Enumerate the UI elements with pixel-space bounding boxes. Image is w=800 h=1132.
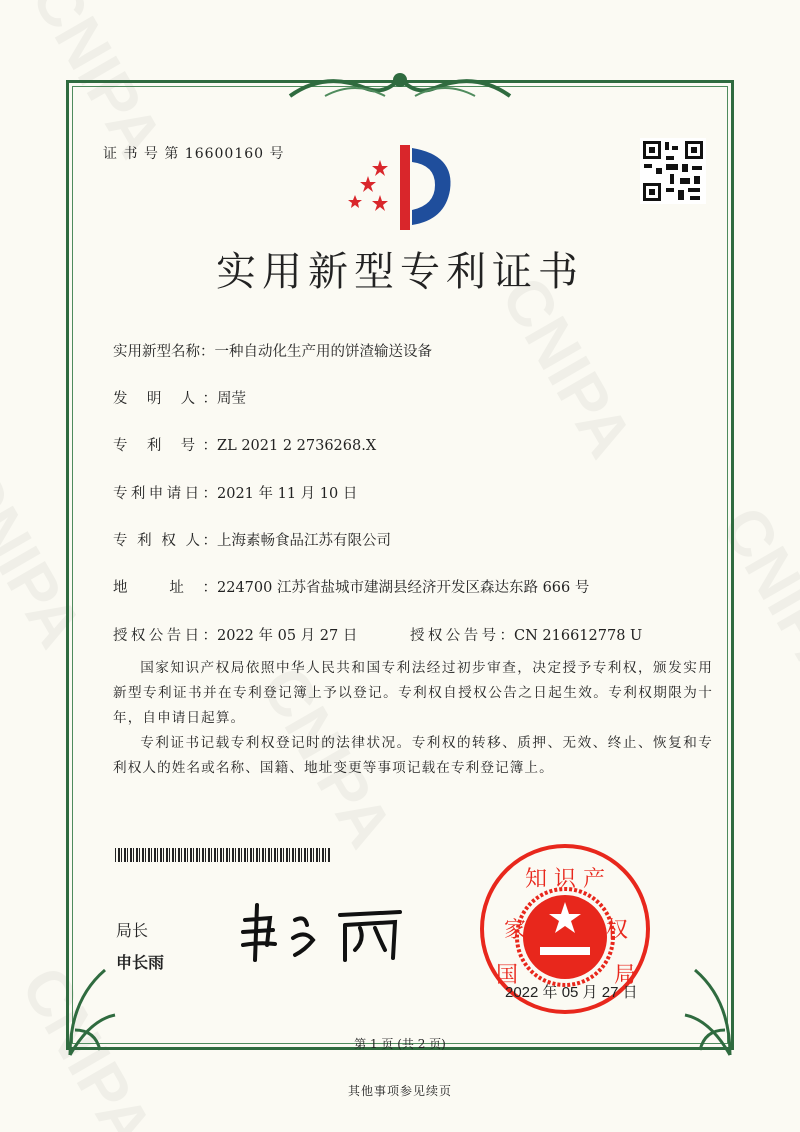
field-label: 专 利 号： [113,438,217,454]
field-value: 一种自动化生产用的饼渣输送设备 [214,344,432,360]
field-address [113,576,589,597]
director-title: 局长 [116,921,149,940]
svg-text:知 识 产: 知 识 产 [525,867,605,892]
field-utility-model-name [113,340,432,361]
field-grant-date [113,624,357,645]
director-name: 申长雨 [116,953,165,972]
field-value: 224700 江苏省盐城市建湖县经济开发区森达东路 666 号 [217,580,590,596]
page-title: 实用新型专利证书 [216,249,584,295]
cnipa-logo [340,140,460,235]
field-value: ZL 2021 2 2736268.X [217,438,377,454]
continuation-note: 其他事项参见续页 [347,1084,452,1098]
page-indicator: 第 1 页 (共 2 页) [354,1037,446,1051]
field-label: 专利申请日： [113,486,217,502]
field-patent-number [113,434,376,455]
field-application-date [113,482,357,503]
field-value: 2021 年 11 月 10 日 [217,486,358,502]
field-value: 2022 年 05 月 27 日 [217,628,358,644]
field-patentee [113,529,391,550]
svg-text:权: 权 [606,918,629,943]
field-label: 授权公告号： [410,628,514,644]
certificate-number: 证 书 号 第 16600160 号 [103,146,285,162]
field-value: CN 216612778 U [514,628,643,644]
field-inventor [113,387,246,408]
qr-code[interactable] [640,138,706,204]
svg-text:国: 国 [496,963,519,988]
statement-paragraph: 国家知识产权局依照中华人民共和国专利法经过初步审查，决定授予专利权，颁发实用新型专利证书并在专利登记簿上予以登记。专利权自授权公告之日起生效。专利权期限为十年，自申请日起算。 [113,660,713,726]
certificate-statement [113,656,713,781]
svg-text:局: 局 [614,963,637,988]
field-label: 授权公告日： [113,628,217,644]
field-label: 发 明 人： [113,391,217,407]
signature [235,900,415,965]
field-label: 实用新型名称： [113,344,215,360]
seal-date: 2022 年 05 月 27 日 [505,984,638,1001]
svg-text:家: 家 [504,918,527,943]
barcode [115,848,330,862]
field-label: 地 址： [113,580,217,596]
field-value: 上海素畅食品江苏有限公司 [217,533,391,549]
top-ornament [285,66,515,106]
statement-paragraph: 专利证书记载专利权登记时的法律状况。专利权的转移、质押、无效、终止、恢复和专利权人的姓名或名称、国籍、地址变更等事项记载在专利登记簿上。 [113,735,713,776]
field-announcement-number [410,624,642,645]
field-label: 专 利 权 人： [113,533,217,549]
field-value: 周莹 [217,391,246,407]
